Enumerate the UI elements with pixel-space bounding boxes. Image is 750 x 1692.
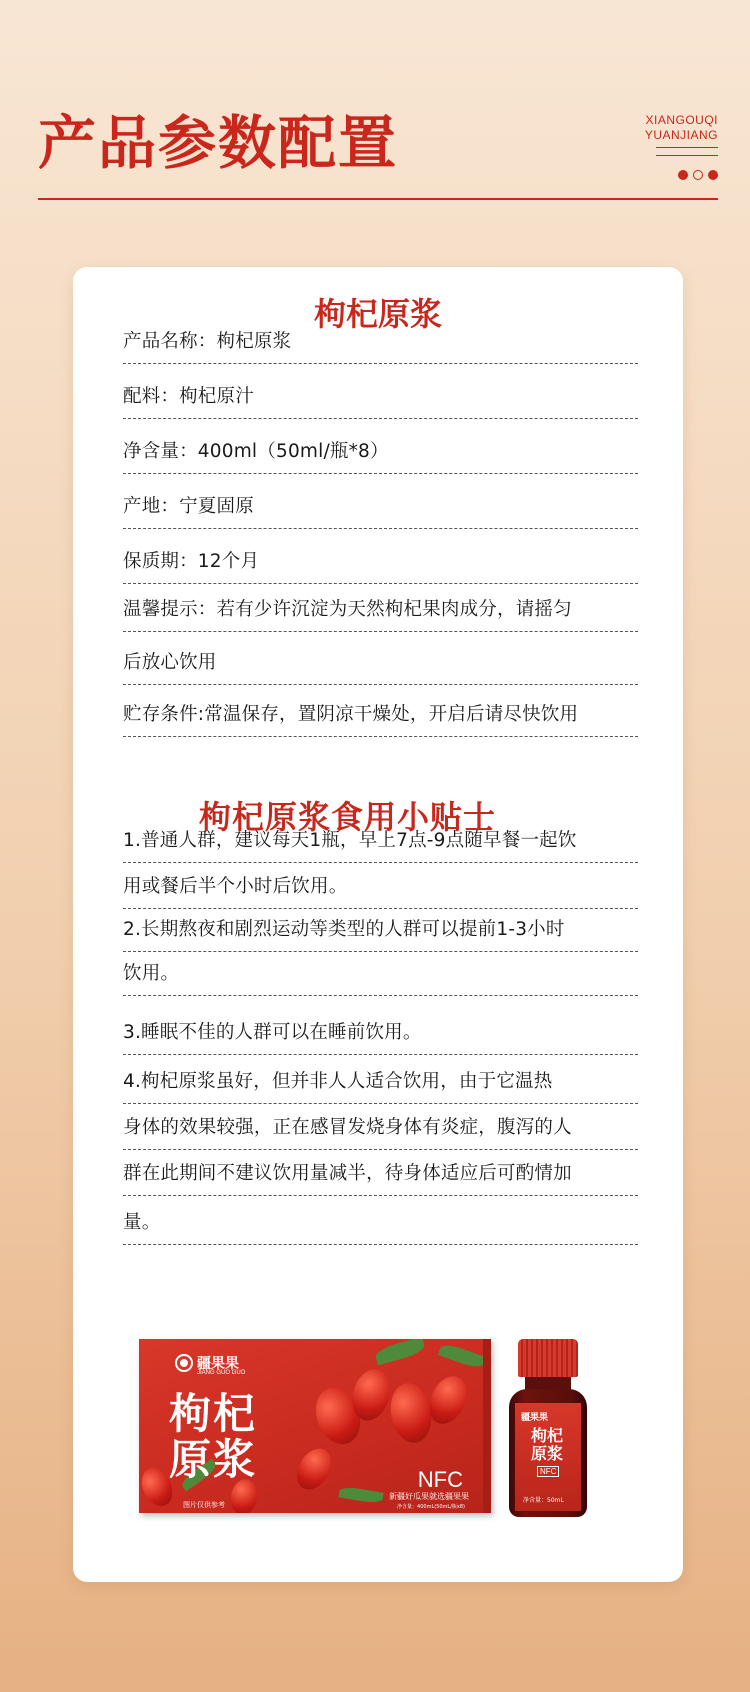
header-english-label [645,113,718,143]
tip-row: 群在此期间不建议饮用量减半，待身体适应后可酌情加 [123,1148,638,1196]
param-row: 产地：宁夏固原 [123,481,638,529]
box-brand-name: 疆果果 [197,1356,239,1372]
param-row: 产品名称：枸杞原浆 [123,316,638,364]
bottle-product-name [531,1427,563,1463]
decor-dots [678,170,718,180]
tip-row: 用或餐后半个小时后饮用。 [123,861,638,909]
product-spec-card [73,267,683,1582]
param-row: 贮存条件:常温保存，置阴凉干燥处，开启后请尽快饮用 [123,689,638,737]
param-row: 温馨提示：若有少许沉淀为天然枸杞果肉成分，请摇匀 [123,584,638,632]
leaf-decor [438,1342,486,1371]
tip-row: 2.长期熬夜和剧烈运动等类型的人群可以提前1-3小时 [123,904,638,952]
box-slogan: 新疆好瓜果就选疆果果 [389,1492,469,1501]
box-image-note: 图片仅供参考 [183,1501,225,1509]
header-english-line1: XIANGOUQI [645,113,718,127]
param-row: 净含量：400ml（50ml/瓶*8） [123,426,638,474]
tip-row: 3.睡眠不佳的人群可以在睡前饮用。 [123,1007,638,1055]
tip-row: 量。 [123,1197,638,1245]
box-name-line2: 原浆 [169,1435,258,1484]
header-divider [38,198,718,200]
box-brand-sub: JIANG GUO GUO [197,1370,246,1376]
card-title: 枸杞原浆 [313,295,442,333]
header-decor-line [656,147,718,148]
box-nfc-label: NFC [417,1467,463,1492]
product-box-image [139,1339,491,1513]
tip-row: 身体的效果较强，正在感冒发烧身体有炎症，腹泻的人 [123,1102,638,1150]
box-edge [483,1339,491,1513]
header-decor-line [656,155,718,156]
tips-title: 枸杞原浆食用小贴士 [199,798,497,836]
box-net-content: 净含量：400mL(50mL/瓶x8) [397,1504,465,1510]
leaf-decor [374,1339,426,1365]
bottle-name-line1: 枸杞 [531,1426,564,1445]
page-title: 产品参数配置 [38,109,399,177]
decor-dot-icon [708,170,718,180]
leaf-decor [338,1485,383,1504]
tip-row: 1.普通人群，建议每天1瓶，早上7点-9点随早餐一起饮 [123,815,638,863]
box-name-line1: 枸杞 [169,1389,258,1438]
box-product-name [169,1391,257,1483]
header-english-line2: YUANJIANG [644,128,718,142]
product-bottle-image [503,1339,593,1519]
bottle-net-content: 净含量：50mL [523,1497,564,1504]
bottle-cap [518,1339,578,1377]
param-row: 后放心饮用 [123,637,638,685]
bottle-name-line2: 原浆 [531,1444,564,1463]
decor-dot-icon [678,170,688,180]
param-row: 保质期：12个月 [123,536,638,584]
berry-decor [290,1442,338,1495]
bottle-body [509,1389,587,1517]
bottle-brand: 疆果果 [521,1413,549,1423]
decor-dot-icon [693,170,703,180]
tip-row: 饮用。 [123,948,638,996]
berry-decor [386,1380,436,1446]
bottle-label [515,1403,581,1511]
bottle-nfc-label: NFC [537,1466,559,1477]
param-row: 配料：枸杞原汁 [123,371,638,419]
brand-logo-icon [175,1354,193,1372]
tip-row: 4.枸杞原浆虽好，但并非人人适合饮用，由于它温热 [123,1056,638,1104]
